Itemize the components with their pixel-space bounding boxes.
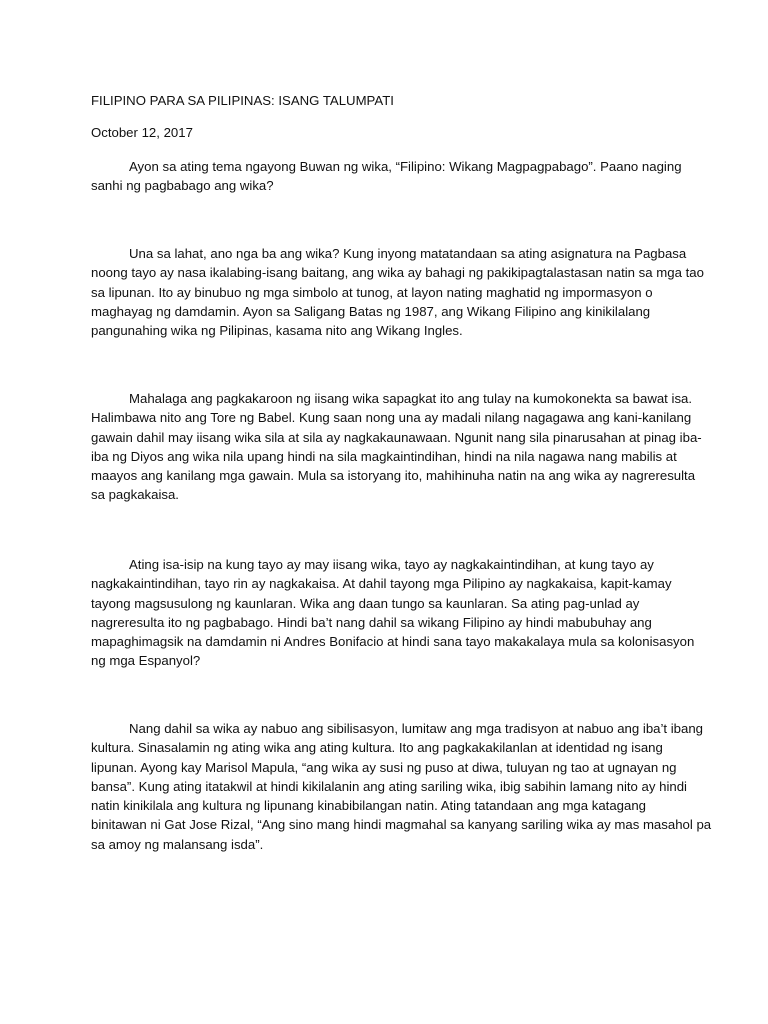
paragraph-line: sa pagkakaisa. <box>91 487 179 503</box>
paragraph-line: Mahalaga ang pagkakaroon ng iisang wika sapagkat ito ang tulay na kumokonekta sa bawat isa. <box>129 391 693 406</box>
paragraph-line: kultura. Sinasalamin ng ating wika ang ating kultura. Ito ang pagkakakilanlan at identidad ng isang <box>91 740 663 756</box>
paragraph-4 <box>91 555 695 671</box>
paragraph-line: sa lipunan. Ito ay binubuo ng mga simbolo at tunog, at layon nating maghatid ng impormasyon o <box>91 284 653 300</box>
paragraph-line: pangunahing wika ng Pilipinas, kasama nito ang Wikang Ingles. <box>91 323 463 339</box>
paragraph-line: iba ng Diyos ang wika nila upang hindi na sila magkaintindihan, hindi na nila nagawa nang mabilis at <box>91 448 677 464</box>
paragraph-line: sa amoy ng malansang isda”. <box>91 836 264 852</box>
paragraph-line: maayos ang kanilang mga gawain. Mula sa istoryang ito, mahihinuha natin na ang wika ay nagreresulta <box>91 468 696 484</box>
paragraph-line: nagreresulta ito ng pagbabago. Hindi ba’t nang dahil sa wikang Filipino ay hindi mabubuhay ang <box>91 614 652 630</box>
paragraph-line: Nang dahil sa wika ay nabuo ang sibilisasyon, lumitaw ang mga tradisyon at nabuo ang iba’t ibang <box>129 721 704 736</box>
paragraph-1 <box>91 157 691 196</box>
paragraph-line: gawain dahil may iisang wika sila at sila ay nagkakaunawaan. Ngunit nang sila pinarusahan at pinag iba- <box>91 429 702 445</box>
paragraph-line: nagkakaintindihan, tayo rin ay nagkakaisa. At dahil tayong mga Pilipino ay nagkakaisa, kapit-kamay <box>91 576 672 592</box>
paragraph-5 <box>91 719 712 854</box>
paragraph-line: natin kinikilala ang kultura ng lipunang kinabibilangan natin. Ating tatandaan ang mga katagang <box>91 798 647 814</box>
paragraph-3 <box>91 389 702 505</box>
document-title: FILIPINO PARA SA PILIPINAS: ISANG TALUMPATI <box>91 93 394 108</box>
document-date: October 12, 2017 <box>91 125 193 140</box>
paragraph-line: mapaghimagsik na damdamin ni Andres Bonifacio at hindi sana tayo makakalaya mula sa kolonisasyon <box>91 634 695 650</box>
paragraph-line: ng mga Espanyol? <box>91 653 201 669</box>
paragraph-line: Una sa lahat, ano nga ba ang wika? Kung inyong matatandaan sa ating asignatura na Pagbasa <box>129 246 687 261</box>
paragraph-line: Ating isa-isip na kung tayo ay may iisang wika, tayo ay nagkakaintindihan, at kung tayo ay <box>129 557 654 572</box>
paragraph-line: sanhi ng pagbabago ang wika? <box>91 178 274 194</box>
paragraph-2 <box>91 244 704 340</box>
paragraph-line: Halimbawa nito ang Tore ng Babel. Kung saan nong una ay madali nilang nagagawa ang kani-kanilang <box>91 410 692 426</box>
paragraph-line: bansa”. Kung ating itatakwil at hindi kikilalanin ang ating sariling wika, ibig sabihin lamang nito ay hindi <box>91 778 687 794</box>
paragraph-line: binitawan ni Gat Jose Rizal, “Ang sino mang hindi magmahal sa kanyang sariling wika ay mas masahol pa <box>91 817 712 833</box>
paragraph-line: Ayon sa ating tema ngayong Buwan ng wika, “Filipino: Wikang Magpagpabago”. Paano naging <box>129 159 682 174</box>
paragraph-line: noong tayo ay nasa ikalabing-isang baitang, ang wika ay bahagi ng pakikipagtalastasan natin sa mga tao <box>91 265 704 281</box>
paragraph-line: tayong magsusulong ng kaunlaran. Wika ang daan tungo sa kaunlaran. Sa ating pag-unlad ay <box>91 595 640 611</box>
paragraph-line: lipunan. Ayong kay Marisol Mapula, “ang wika ay susi ng puso at diwa, tuluyan ng tao at ugnayan ng <box>91 759 677 775</box>
paragraph-line: maghayag ng damdamin. Ayon sa Saligang Batas ng 1987, ang Wikang Filipino ang kinikilalang <box>91 303 651 319</box>
